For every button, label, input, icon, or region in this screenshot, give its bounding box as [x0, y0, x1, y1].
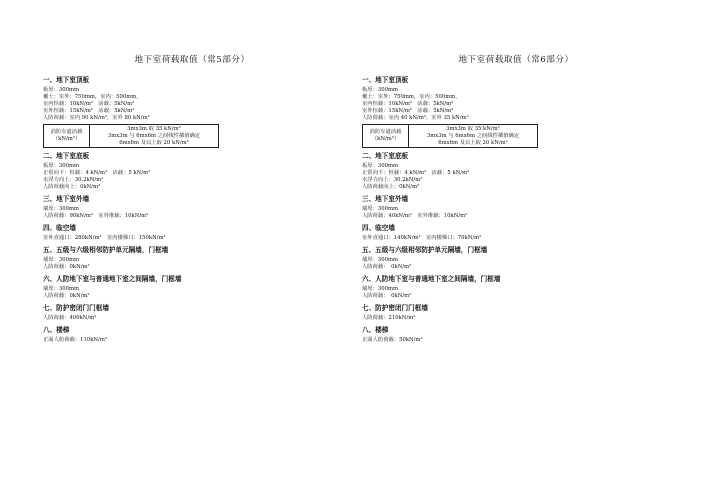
section-heading: 七、防护密闭门门框墙	[43, 304, 109, 312]
section-heading: 六、人防地下室与普通地下室之间隔墙，门框墙	[362, 275, 501, 283]
text-line: 人防荷载：0kN/m²	[43, 264, 90, 270]
section-heading: 二、地下室底板	[43, 152, 90, 160]
text-line: 室外直通口：140kN/m² 室内楼梯口：70kN/m²	[362, 235, 482, 241]
table-label-cell	[44, 125, 90, 148]
table-label: 消防车道活载	[369, 129, 402, 135]
section-heading: 六、人防地下室与普通地下室之间隔墙，门框墙	[43, 275, 182, 283]
text-line: 人防荷载：0kN/m²	[43, 293, 90, 299]
text-line: 人防荷载：90kN/m² 室外堆载：10kN/m²	[43, 213, 149, 219]
text-line: 墙厚：300mm	[362, 257, 399, 263]
text-line: 板厚：300mm	[362, 163, 399, 169]
text-line: 板厚：300mm	[43, 163, 80, 169]
text-line: 室外恒载：15kN/m² 活载：5kN/m²	[362, 108, 454, 114]
text-line: 人防荷载：40kN/m² 室外堆载：10kN/m²	[362, 213, 468, 219]
text-line: 水浮力向上：30.2kN/m²	[43, 177, 104, 183]
text-line: 墙厚：300mm	[43, 257, 80, 263]
text-line: 墙厚：300mm	[43, 286, 80, 292]
text-line: 人防荷载：室内 40 kN/m²，室外 35 kN/m²	[362, 115, 469, 121]
text-line: 室外恒载：15kN/m² 活载：5kN/m²	[43, 108, 135, 114]
text-line: 正面人防荷载：110kN/m²	[43, 337, 107, 343]
text-line: 人防荷载向上：0kN/m²	[362, 184, 420, 190]
fire-truck-load-table	[362, 124, 538, 148]
text-line: 人防荷载向上：0kN/m²	[43, 184, 101, 190]
text-line: 室内恒载：10kN/m² 活载：5kN/m²	[43, 101, 135, 107]
section-heading: 七、防护密闭门门框墙	[362, 304, 428, 312]
section-heading: 三、地下室外墙	[362, 195, 409, 203]
page-title: 地下室荷载取值（常6部分）	[458, 55, 574, 65]
section-heading: 八、楼梯	[362, 326, 389, 334]
text-line: 人防荷载：室内 90 kN/m²，室外 80 kN/m²	[43, 115, 150, 121]
fire-truck-load-table	[43, 124, 219, 148]
section-heading: 四、临空墙	[362, 224, 395, 232]
text-line: 正常向下：恒载：4 kN/m² 活载：5 kN/m²	[362, 170, 470, 176]
text-line: 墙厚：300mm	[43, 206, 80, 212]
table-label-cell	[363, 125, 409, 148]
text-line: 墙厚：300mm	[362, 286, 399, 292]
text-line: 墙厚：300mm	[362, 206, 399, 212]
text-line: 水浮力向上：30.2kN/m²	[362, 177, 423, 183]
text-line: 覆土：室外：750mm，室内：500mm，	[362, 94, 461, 100]
text-line: 板厚：300mm	[43, 87, 80, 93]
table-value: 6mx6m 及以上取 20 kN/m²	[438, 139, 508, 146]
section-heading: 五、五级与六级相邻防护单元隔墙，门框墙	[362, 246, 488, 254]
table-value: 3mx3m 与 6mx6m 之间线性插值确定	[426, 132, 520, 139]
text-line: 正面人防荷载：50kN/m²	[362, 337, 423, 343]
section-heading: 四、临空墙	[43, 224, 76, 232]
text-line: 覆土：室外：750mm，室内：500mm，	[43, 94, 142, 100]
table-value-cell	[409, 125, 538, 148]
text-line: 人防荷载：210kN/m²	[362, 315, 416, 321]
text-line: 正常向下：恒载：4 kN/m² 活载：5 kN/m²	[43, 170, 151, 176]
table-label: 消防车道活载	[50, 129, 83, 135]
table-value: 3mx3m 取 35 kN/m²	[446, 125, 500, 132]
section-heading: 三、地下室外墙	[43, 195, 90, 203]
table-value: 3mx3m 取 35 kN/m²	[127, 125, 181, 132]
text-line: 人防荷载：400kN/m²	[43, 315, 97, 321]
text-line: 人防荷载： 0kN/m²	[362, 264, 412, 270]
table-value: 3mx3m 与 6mx6m 之间线性插值确定	[107, 132, 201, 139]
section-heading: 二、地下室底板	[362, 152, 409, 160]
text-line: 室内恒载：10kN/m² 活载：5kN/m²	[362, 101, 454, 107]
section-heading: 一、地下室顶板	[362, 76, 409, 84]
table-label-unit: （kN/m²）	[371, 136, 400, 142]
page-title: 地下室荷载取值（常5部分）	[134, 55, 250, 65]
table-value: 6mx6m 及以上取 20 kN/m²	[119, 139, 189, 146]
left-column	[43, 54, 333, 344]
text-line: 室外直通口：280kN/m² 室内楼梯口：150kN/m²	[43, 235, 166, 241]
text-line: 板厚：300mm	[362, 87, 399, 93]
table-label-unit: （kN/m²）	[52, 136, 81, 142]
section-heading: 一、地下室顶板	[43, 76, 90, 84]
table-value-cell	[90, 125, 219, 148]
section-heading: 五、五级与六级相邻防护单元隔墙，门框墙	[43, 246, 169, 254]
right-column	[362, 54, 652, 344]
text-line: 人防荷载： 0kN/m²	[362, 293, 412, 299]
section-heading: 八、楼梯	[43, 326, 70, 334]
